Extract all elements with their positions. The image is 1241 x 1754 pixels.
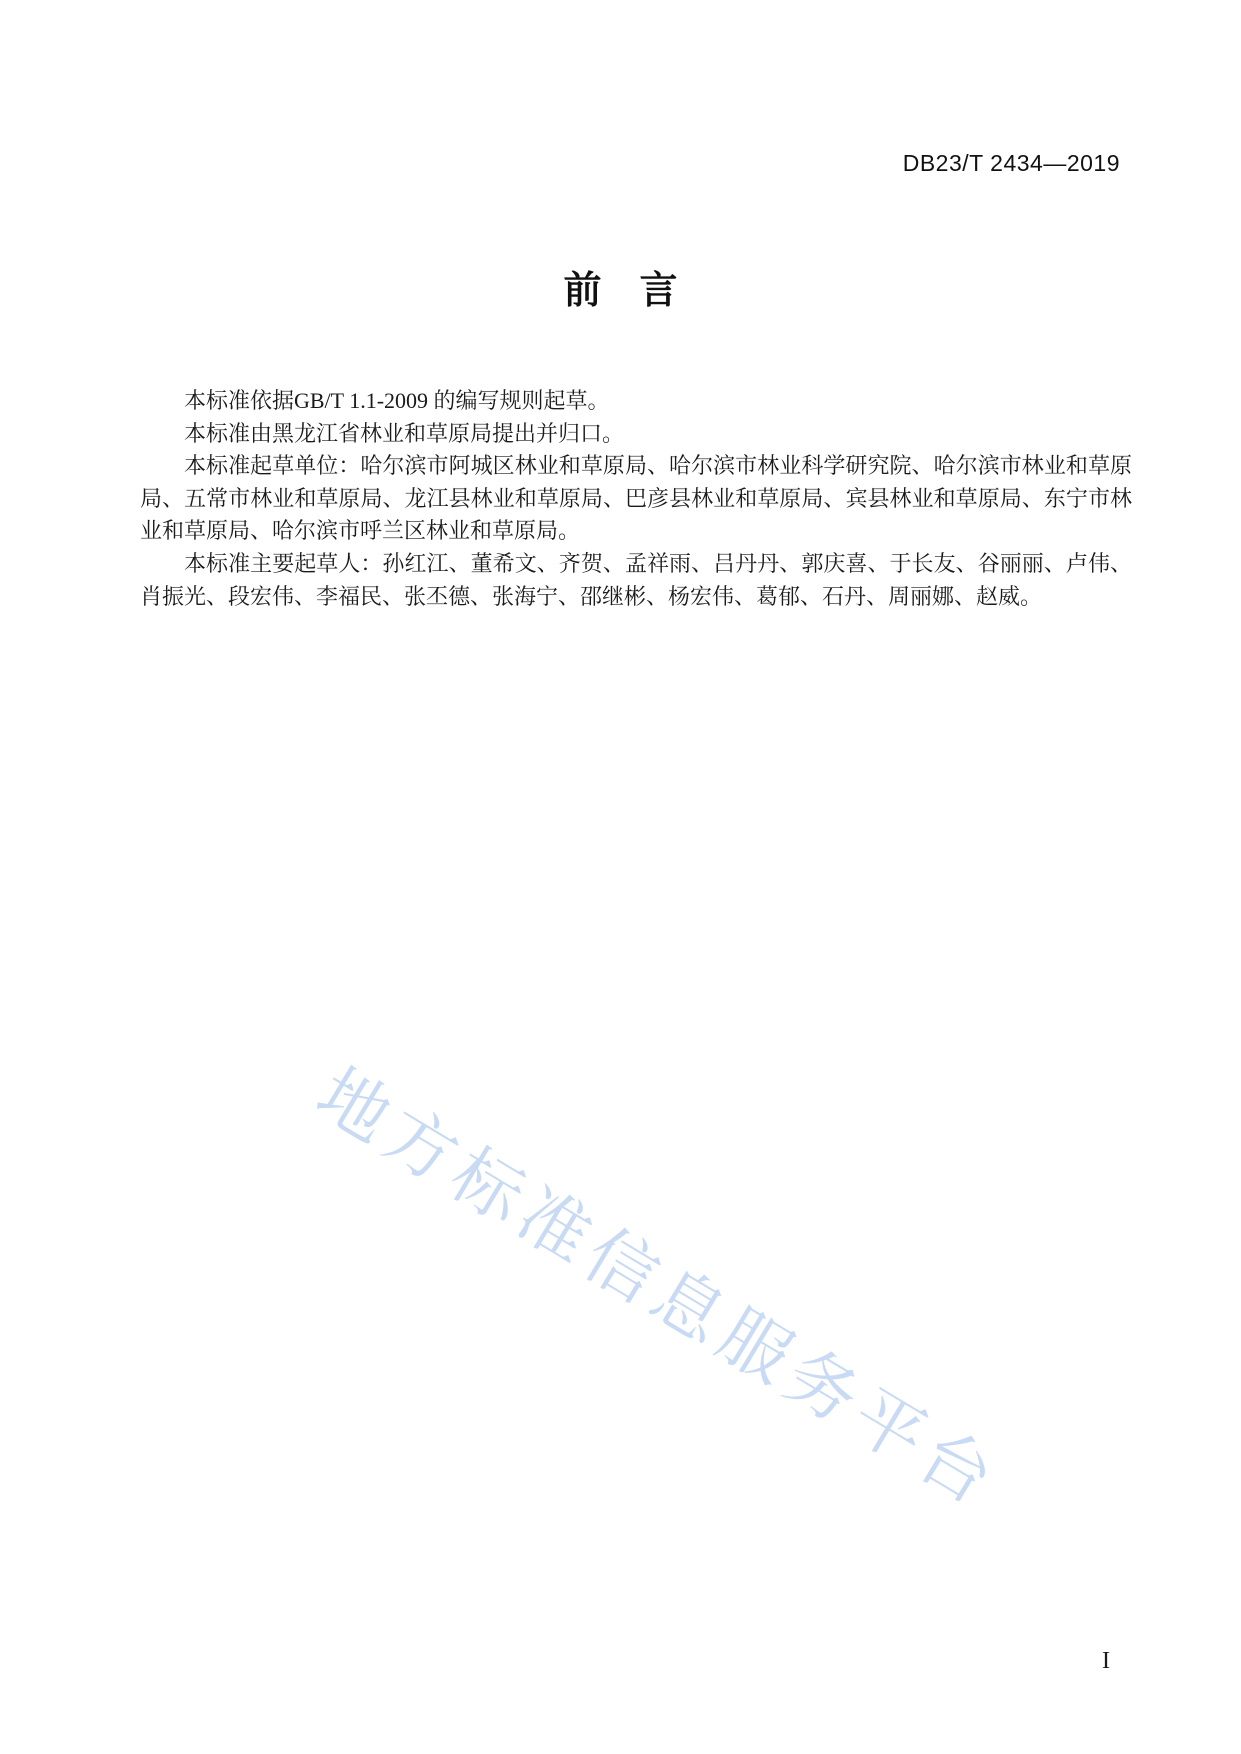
paragraph-drafting-basis: 本标准依据GB/T 1.1-2009 的编写规则起草。	[184, 388, 610, 413]
foreword-body	[140, 385, 1132, 613]
paragraph-drafting-organizations: 本标准起草单位：哈尔滨市阿城区林业和草原局、哈尔滨市林业科学研究院、哈尔滨市林业和草原局、五常市林业和草原局、龙江县林业和草原局、巴彦县林业和草原局、宾县林业和草原局、东宁市林业和草原局、哈尔滨市呼兰区林业和草原局。	[140, 453, 1132, 544]
standard-code: DB23/T 2434—2019	[902, 150, 1120, 176]
paragraph-proposing-body: 本标准由黑龙江省林业和草原局提出并归口。	[184, 420, 625, 446]
page-number: I	[1102, 1648, 1110, 1674]
paragraph-drafters: 本标准主要起草人：孙红江、董希文、齐贺、孟祥雨、吕丹丹、郭庆喜、于长友、谷丽丽、卢伟、肖振光、段宏伟、李福民、张丕德、张海宁、邵继彬、杨宏伟、葛郁、石丹、周丽娜、赵威。	[140, 550, 1132, 609]
page-title: 前 言	[563, 270, 678, 312]
watermark-text: 地方标准信息服务平台	[303, 1055, 1012, 1524]
